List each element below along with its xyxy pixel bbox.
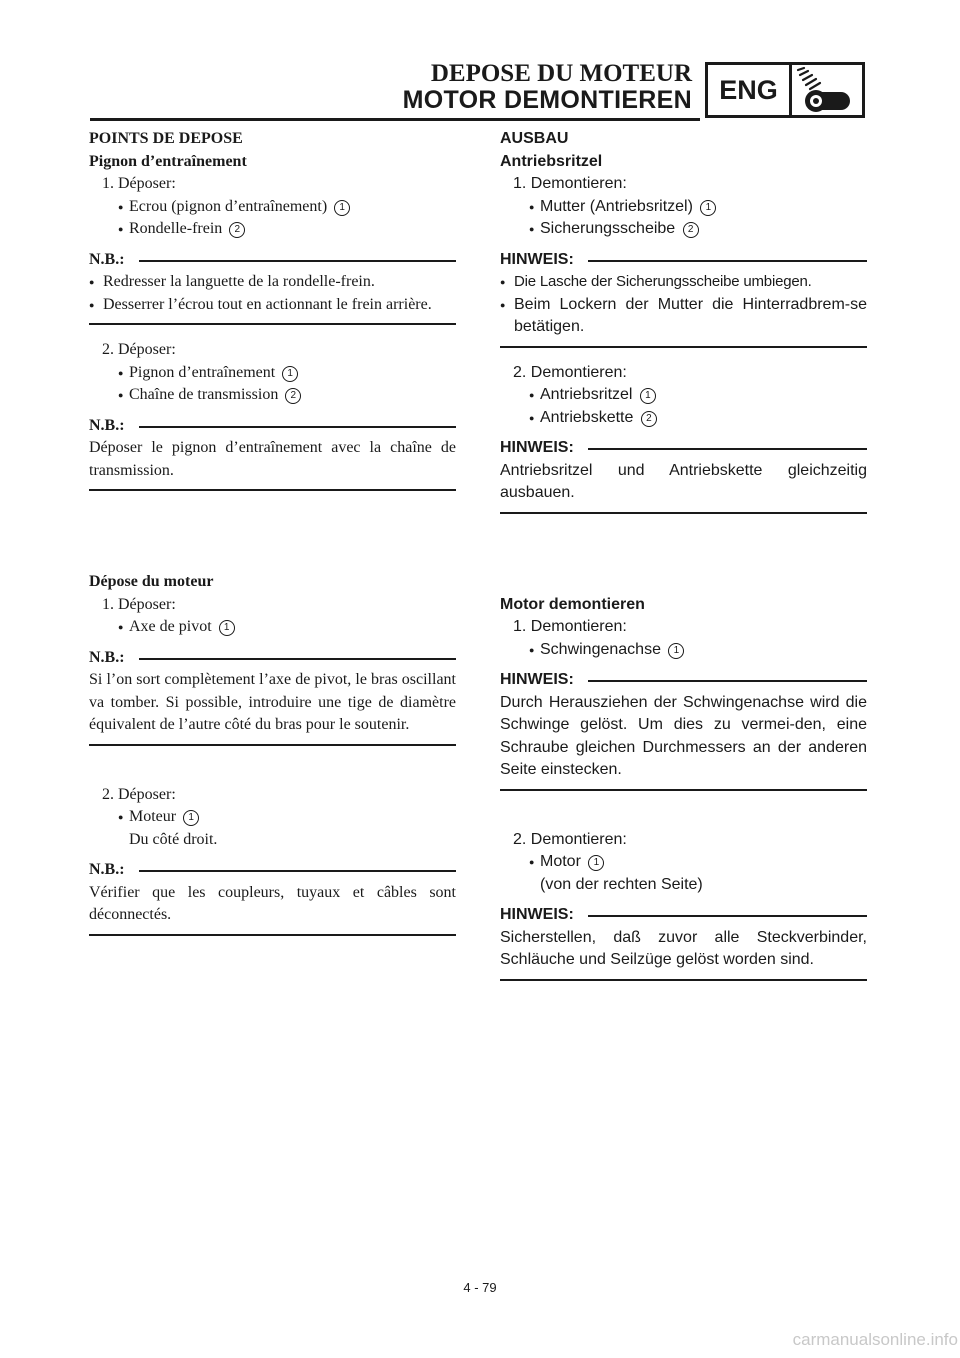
note-label: HINWEIS: [500,439,574,456]
divider [139,260,456,262]
note-box [89,249,456,326]
step-item: 2. Demontieren: [513,830,627,848]
note-box [500,904,867,981]
note-bullet: ● Beim Lockern der Mutter die Hinterradbrem-se betätigen. [500,294,867,339]
note-box [500,669,867,791]
note-box [500,249,867,348]
step-item: 1. Demontieren: [513,175,627,192]
step-item: 1. Demontieren: [513,618,627,635]
divider [588,448,867,450]
callout-number: 1 [668,643,684,659]
step-item: 2. Déposer: [102,341,176,358]
section-heading: AUSBAU [500,130,569,147]
bullet-item: ● Motor 1 [500,851,867,874]
divider [588,680,867,682]
callout-number: 2 [683,222,699,238]
divider [139,870,456,872]
divider [89,934,456,936]
note-label: HINWEIS: [500,250,574,268]
step-item: 1. Déposer: [102,595,176,613]
note-label: HINWEIS: [500,906,574,923]
section-badge [705,62,865,118]
note-text: Déposer le pignon d’entraînement avec la chaîne de transmission. [89,439,456,479]
step-item: 2. Demontieren: [513,363,627,381]
divider [500,346,867,348]
note-text: Vérifier que les coupleurs, tuyaux et câbles sont déconnectés. [89,883,456,923]
note-bullet: ● Desserrer l’écrou tout en actionnant le frein arrière. [89,294,456,317]
note-bullet: ● Redresser la languette de la rondelle-frein. [89,271,456,294]
engine-wrench-icon [792,65,862,115]
callout-number: 1 [640,388,656,404]
bullet-continuation: (von der rechten Seite) [540,875,703,893]
bullet-item: ● Ecrou (pignon d’entraînement) 1 [89,196,456,219]
callout-number: 1 [334,200,350,216]
bullet-item: ● Moteur 1 [89,806,456,829]
subsection-title: Dépose du moteur [89,573,214,590]
bullet-item: ● Mutter (Antriebsritzel) 1 [500,196,867,219]
note-text: Si l’on sort complètement l’axe de pivot, le bras oscillant va tomber. Si possible, introduire une tige de diamètre équivalent de l’autre côté du bras pour le soutenir. [89,671,456,733]
bullet-item: ● Chaîne de transmission 2 [89,384,456,407]
divider [500,789,867,791]
callout-number: 1 [700,200,716,216]
german-column [500,128,867,981]
step-item: 2. Déposer: [102,785,176,803]
note-box [89,859,456,936]
header-rule [90,118,700,121]
section-heading: POINTS DE DEPOSE [89,130,243,147]
step-item: 1. Déposer: [102,175,176,192]
divider [588,915,867,917]
divider [500,512,867,514]
divider [89,323,456,325]
note-text: Durch Herausziehen der Schwingenachse wird die Schwinge gelöst. Um dies zu vermei-den, eine Schraube gleichen Durchmessers an der anderen Seite einstecken. [500,693,867,778]
bullet-item: ● Schwingenachse 1 [500,639,867,662]
note-box [89,415,456,492]
bullet-item: ● Pignon d’entraînement 1 [89,362,456,385]
bullet-continuation: Du côté droit. [129,830,218,848]
note-label: N.B.: [89,648,125,666]
page-title-fr: DEPOSE DU MOTEUR [430,60,692,87]
page-number: 4 - 79 [463,1280,497,1295]
callout-number: 1 [219,620,235,636]
subsection-title: Antriebsritzel [500,152,603,170]
note-box [500,437,867,514]
note-label: HINWEIS: [500,671,574,688]
note-bullet: ● Die Lasche der Sicherungsscheibe umbiegen. [500,271,867,294]
note-label: N.B.: [89,416,125,434]
page-title-de: MOTOR DEMONTIEREN [402,86,692,114]
french-column [89,128,456,936]
divider [139,658,456,660]
callout-number: 1 [183,810,199,826]
callout-number: 2 [285,388,301,404]
divider [89,489,456,491]
divider [89,744,456,746]
callout-number: 2 [229,222,245,238]
note-label: N.B.: [89,250,125,268]
note-text: Antriebsritzel und Antriebskette gleichzeitig ausbauen. [500,461,867,501]
bullet-item: ● Antriebskette 2 [500,407,867,430]
bullet-item: ● Rondelle-frein 2 [89,218,456,241]
bullet-item: ● Antriebsritzel 1 [500,384,867,407]
subsection-title: Pignon d’entraînement [89,152,247,170]
divider [500,979,867,981]
note-box [89,647,456,746]
note-text: Sicherstellen, daß zuvor alle Steckverbinder, Schläuche und Seilzüge gelöst worden sind. [500,928,867,968]
bullet-item: ● Sicherungsscheibe 2 [500,218,867,241]
callout-number: 1 [588,855,604,871]
callout-number: 2 [641,411,657,427]
badge-label: ENG [708,65,792,115]
subsection-title: Motor demontieren [500,595,645,613]
bullet-item: ● Axe de pivot 1 [89,616,456,639]
callout-number: 1 [282,366,298,382]
note-label: N.B.: [89,861,125,878]
divider [139,426,456,428]
divider [588,260,867,262]
watermark: carmanualsonline.info [792,1330,958,1349]
